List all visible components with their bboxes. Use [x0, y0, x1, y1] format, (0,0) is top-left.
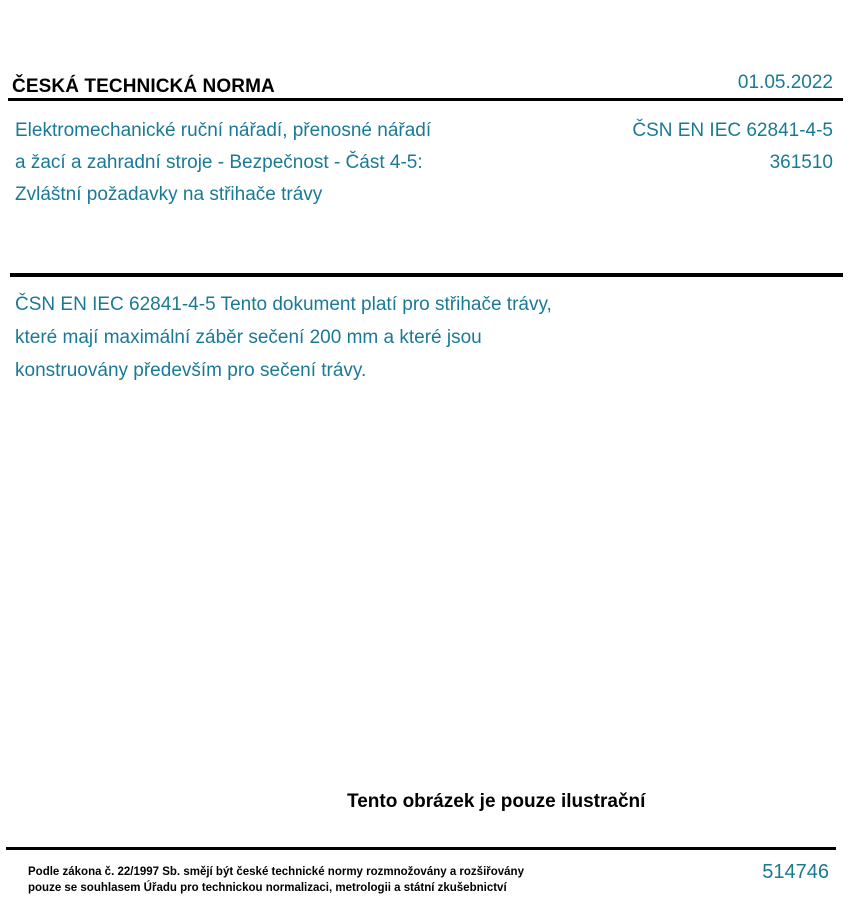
standard-title-line: a žací a zahradní stroje - Bezpečnost - Část 4-5: — [15, 152, 423, 173]
top-divider — [8, 98, 843, 101]
middle-divider — [10, 273, 843, 277]
legal-notice — [28, 864, 588, 896]
abstract-text — [15, 288, 635, 387]
norm-heading: ČESKÁ TECHNICKÁ NORMA — [12, 76, 275, 97]
classification-code: 361510 — [769, 152, 833, 173]
bottom-divider — [6, 847, 836, 850]
illustrative-notice: Tento obrázek je pouze ilustrační — [347, 791, 646, 812]
abstract-line: konstruovány především pro sečení trávy. — [15, 360, 367, 381]
standard-title — [15, 115, 505, 211]
legal-line: pouze se souhlasem Úřadu pro technickou normalizaci, metrologii a státní zkušebnictví — [28, 882, 507, 894]
standard-title-line: Zvláštní požadavky na střihače trávy — [15, 184, 323, 205]
abstract-line: které mají maximální záběr sečení 200 mm a které jsou — [15, 327, 482, 348]
standard-identifiers — [632, 115, 833, 179]
legal-line: Podle zákona č. 22/1997 Sb. smějí být české technické normy rozmnožovány a rozšiřovány — [28, 866, 524, 878]
abstract-line: ČSN EN IEC 62841-4-5 Tento dokument platí pro střihače trávy, — [15, 294, 552, 315]
publication-date: 01.05.2022 — [737, 72, 833, 93]
document-id: 514746 — [762, 861, 829, 883]
standard-title-line: Elektromechanické ruční nářadí, přenosné nářadí — [15, 120, 432, 141]
standard-designation: ČSN EN IEC 62841-4-5 — [632, 120, 833, 141]
